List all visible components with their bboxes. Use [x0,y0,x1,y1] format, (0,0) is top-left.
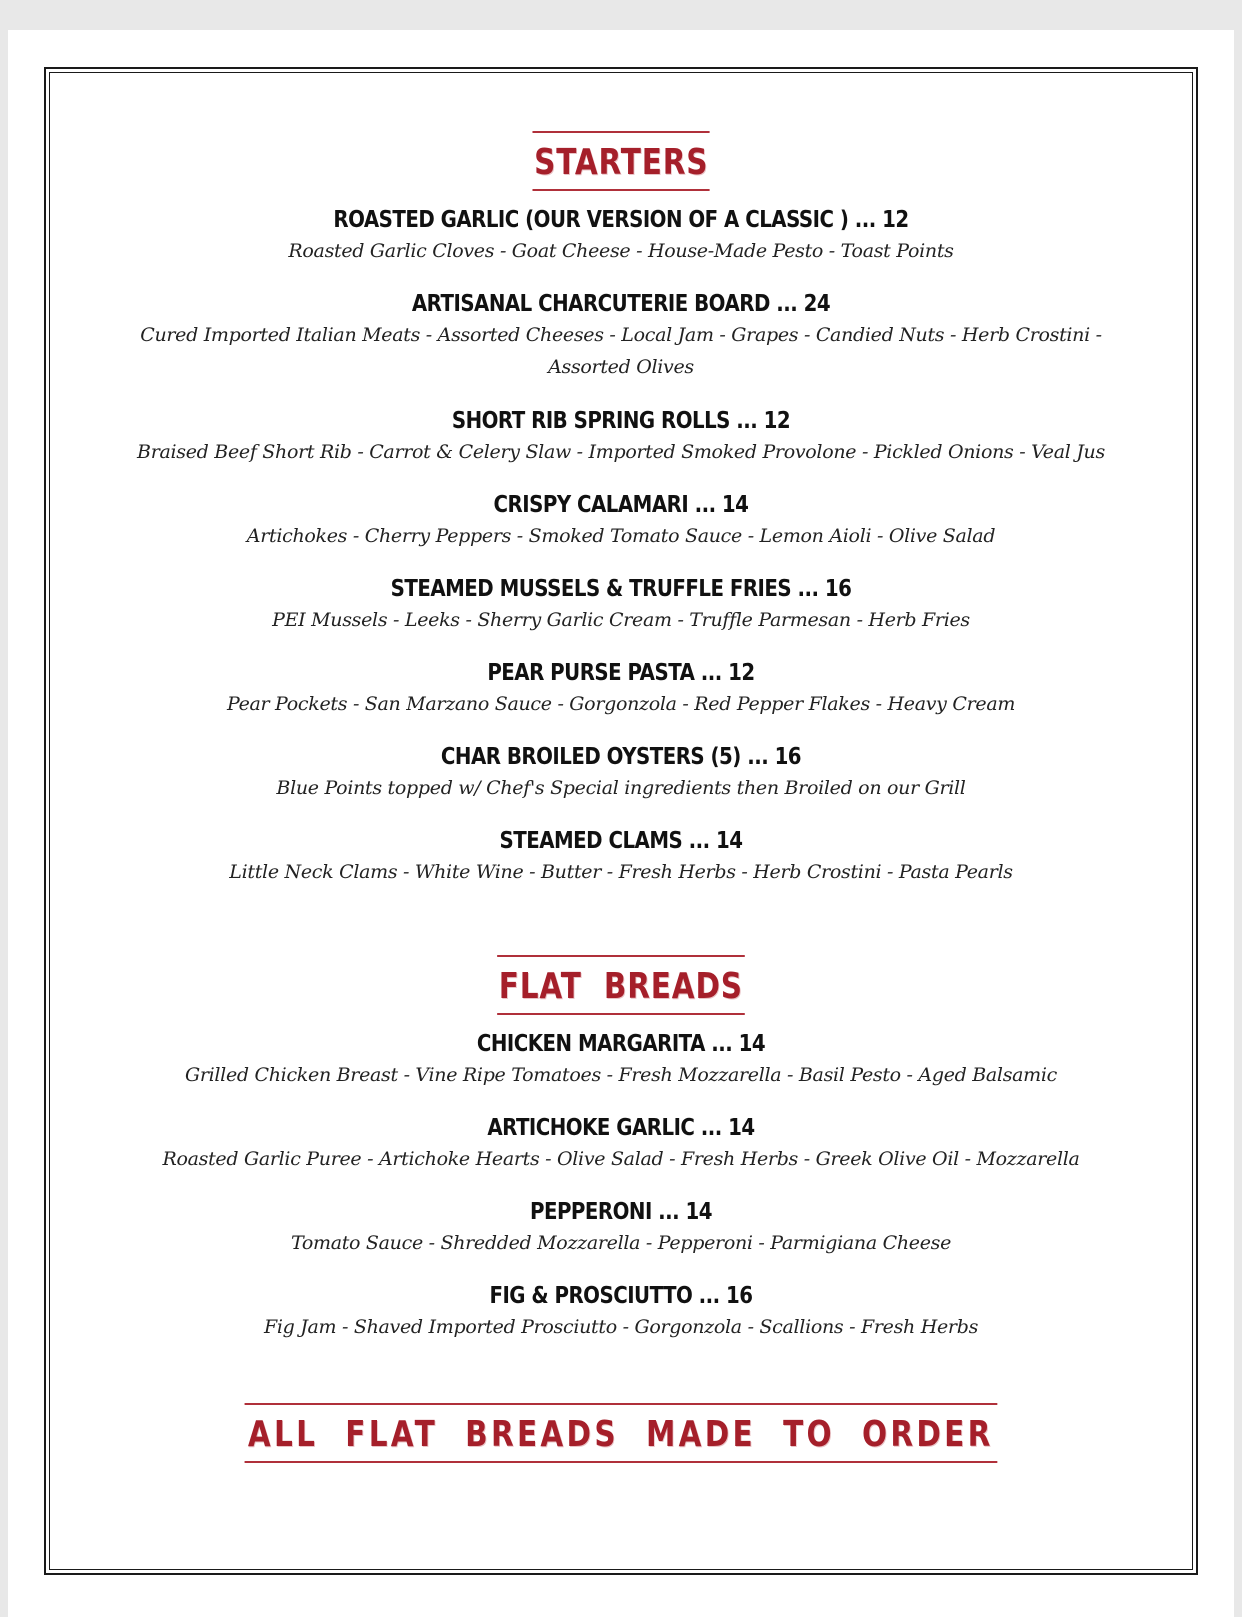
item-name: FIG & PROSCIUTTO ... 16 [489,1283,753,1309]
item-description: Artichokes - Cherry Peppers - Smoked Tomato Sauce - Lemon Aioli - Olive Salad [246,525,996,547]
menu-item [8,1281,1234,1343]
item-description: Braised Beef Short Rib - Carrot & Celery Slaw - Imported Smoked Provolone - Pickled Onions - Veal Jus [137,441,1105,463]
menu-page [8,30,1234,1617]
menu-item [8,658,1234,720]
menu-item [8,1113,1234,1175]
menu-item [8,490,1234,552]
menu-item [8,289,1234,383]
flatbreads-header [8,955,1234,1015]
item-description: Little Neck Clams - White Wine - Butter - Fresh Herbs - Herb Crostini - Pasta Pearls [229,861,1013,883]
item-name: PEPPERONI ... 14 [529,1199,713,1225]
item-name: CRISPY CALAMARI ... 14 [493,492,749,518]
menu-item [8,826,1234,888]
item-description: Fig Jam - Shaved Imported Prosciutto - Gorgonzola - Scallions - Fresh Herbs [263,1316,979,1338]
starters-header [8,131,1234,191]
item-description: Tomato Sauce - Shredded Mozzarella - Pepperoni - Parmigiana Cheese [290,1232,952,1254]
item-name: STEAMED MUSSELS & TRUFFLE FRIES ... 16 [390,576,852,602]
item-description: Cured Imported Italian Meats - Assorted Cheeses - Local Jam - Grapes - Candied Nuts - Herb Crostini - Assorted Olives [140,324,1102,378]
item-name: STEAMED CLAMS ... 14 [499,828,743,854]
item-name: ARTISANAL CHARCUTERIE BOARD ... 24 [411,291,831,317]
item-name: ROASTED GARLIC (OUR VERSION OF A CLASSIC ) ... 12 [333,207,909,233]
footer-note: ALL FLAT BREADS MADE TO ORDER [245,1403,997,1463]
starters-title: STARTERS [532,131,709,191]
item-name: PEAR PURSE PASTA ... 12 [487,660,755,686]
menu-item [8,574,1234,636]
item-description: Blue Points topped w/ Chef's Special ingredients then Broiled on our Grill [276,777,966,799]
footer-banner [8,1403,1234,1463]
item-description: Grilled Chicken Breast - Vine Ripe Tomatoes - Fresh Mozzarella - Basil Pesto - Aged Balsamic [184,1064,1058,1086]
menu-item [8,742,1234,804]
item-description: Pear Pockets - San Marzano Sauce - Gorgonzola - Red Pepper Flakes - Heavy Cream [226,693,1016,715]
item-name: CHAR BROILED OYSTERS (5) ... 16 [440,744,802,770]
menu-item [8,406,1234,468]
item-description: Roasted Garlic Puree - Artichoke Hearts - Olive Salad - Fresh Herbs - Greek Olive Oil - Mozzarella [162,1148,1080,1170]
item-description: PEI Mussels - Leeks - Sherry Garlic Cream - Truffle Parmesan - Herb Fries [272,609,970,631]
menu-item [8,1029,1234,1091]
item-name: ARTICHOKE GARLIC ... 14 [487,1115,755,1141]
item-name: SHORT RIB SPRING ROLLS ... 12 [451,408,791,434]
item-name: CHICKEN MARGARITA ... 14 [476,1031,766,1057]
menu-item [8,1197,1234,1259]
item-description: Roasted Garlic Cloves - Goat Cheese - House-Made Pesto - Toast Points [288,240,954,262]
menu-item [8,205,1234,267]
flatbreads-title: FLAT BREADS [497,955,744,1015]
